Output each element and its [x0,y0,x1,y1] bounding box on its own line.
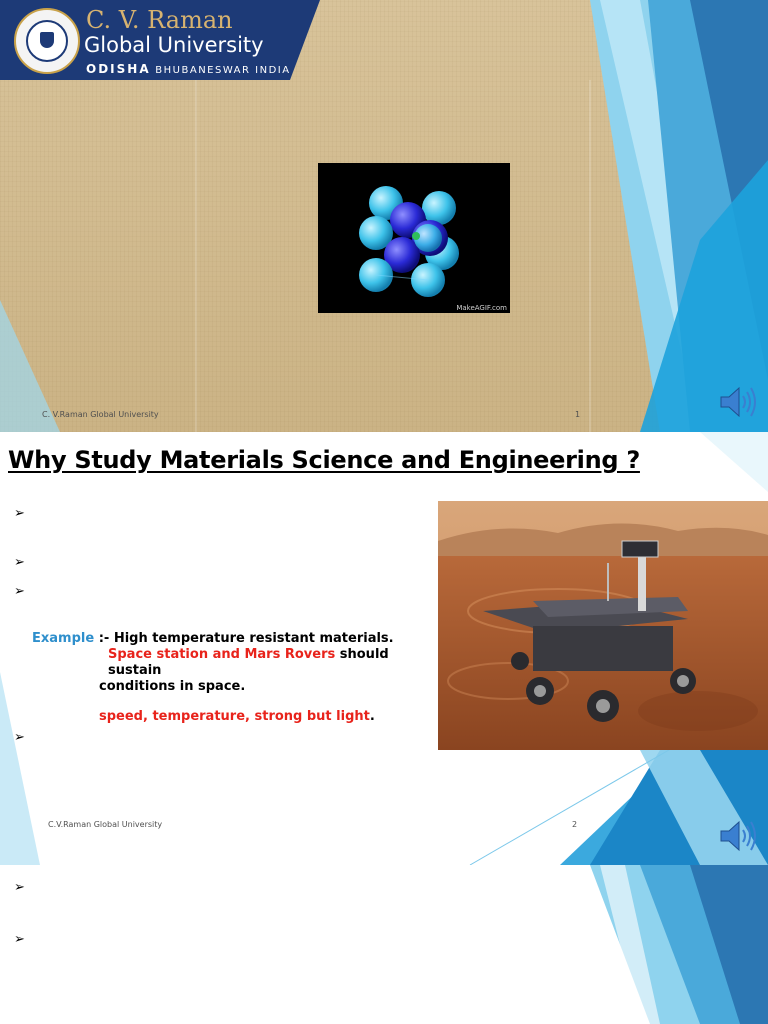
example-line4-highlight: speed, temperature, strong but light [99,709,370,724]
mars-rover-image [438,501,768,750]
logo-name-line2: Global University [84,33,264,57]
atom-lattice-graphic [318,163,510,313]
slide-2 [0,432,768,865]
footer-university-name: C.V.Raman Global University [48,820,163,829]
bullet-marker: ➢ [14,555,25,570]
page-number: 2 [572,820,578,829]
logo-name-line1: C. V. Raman [86,6,233,34]
crystal-structure-image [318,163,510,313]
example-line-3: conditions in space. [99,679,246,694]
logo-location [86,62,291,76]
slide-3 [0,865,768,1024]
example-line-1 [32,631,432,647]
example-text [32,631,432,725]
page-number: 1 [575,410,581,419]
example-label: Example [32,631,95,646]
logo-location-state: ODISHA [86,62,151,76]
example-line4-end: . [369,709,375,724]
logo-location-city: BHUBANESWAR INDIA [155,65,291,76]
example-line-4 [32,709,432,725]
slide-3-decoration [0,865,768,1024]
gif-watermark: MakeAGIF.com [456,304,507,312]
bullet-marker: ➢ [14,584,25,599]
example-line2-text: should sustain [108,647,389,678]
speaker-icon[interactable] [718,818,758,854]
university-seal-icon [14,8,80,74]
footer-university-name: C. V.Raman Global University [42,410,159,419]
university-logo [0,0,320,80]
bullet-marker: ➢ [14,880,25,895]
slide-title: Why Study Materials Science and Engineering ? [8,446,640,474]
slide-1 [0,0,768,432]
bullet-marker: ➢ [14,730,25,745]
mars-rover-graphic [438,501,768,750]
bullet-marker: ➢ [14,506,25,521]
speaker-icon[interactable] [718,384,758,420]
example-line2-highlight: Space station and Mars Rovers [108,647,336,662]
example-line-2 [32,647,432,679]
bullet-marker: ➢ [14,932,25,947]
example-line1-text: :- High temperature resistant materials. [94,631,394,646]
